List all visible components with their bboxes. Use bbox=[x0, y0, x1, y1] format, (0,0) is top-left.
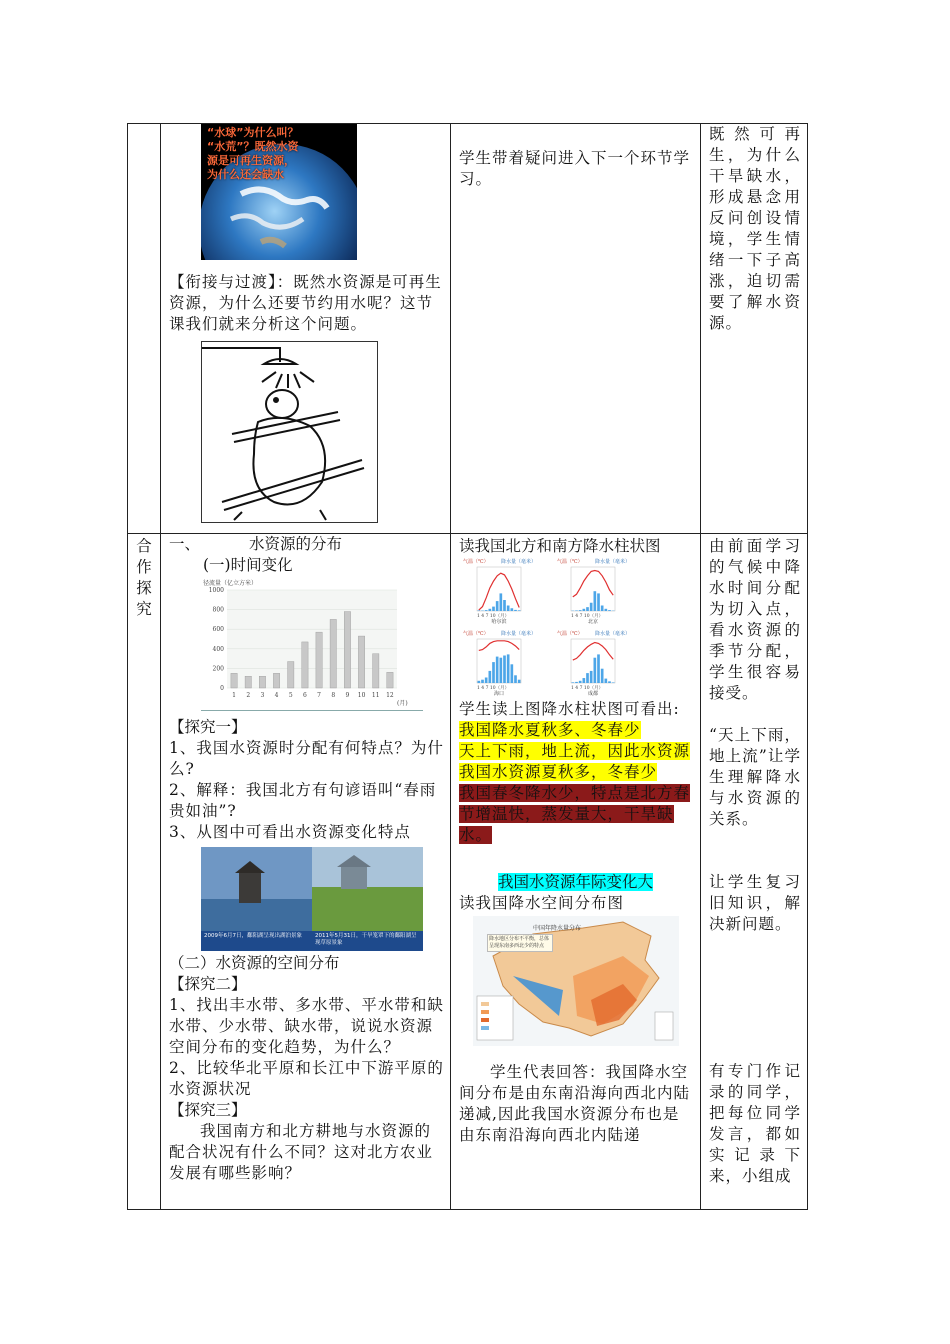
inquiry1-question3: 3、从图中可看出水资源变化特点 bbox=[169, 823, 411, 841]
student-activity-text: 学生带着疑问进入下一个环节学习。 bbox=[459, 149, 691, 188]
highlight-spring-drought: 我国春冬降水少，特点是北方春节增温快，蒸发量大，干旱缺水。 bbox=[459, 784, 691, 844]
chart-bar bbox=[288, 662, 294, 688]
climate-city-label: 海口 bbox=[493, 691, 505, 697]
climate-precip-bar bbox=[586, 607, 589, 611]
chart-bar bbox=[231, 673, 237, 688]
chart-xtick-label: 5 bbox=[288, 692, 293, 699]
precipitation-map bbox=[473, 916, 679, 1046]
inquiry3-text: 我国南方和北方耕地与水资源的配合状况有什么不同？这对北方农业发展有哪些影响？ bbox=[169, 1122, 434, 1182]
climate-precip-bar bbox=[492, 607, 495, 611]
climate-precip-bar bbox=[608, 681, 611, 683]
chart-xtick-label: 10 bbox=[357, 692, 366, 699]
lesson-plan-table bbox=[127, 123, 808, 1210]
climate-precip-bar bbox=[496, 657, 499, 683]
chart-ytick-label: 800 bbox=[212, 606, 224, 614]
intent-paragraph-2: “天上下雨，地上流”让学生理解降水与水资源的关系。 bbox=[709, 726, 801, 828]
table-row bbox=[128, 124, 808, 534]
climate-precip-bar bbox=[605, 609, 608, 611]
climate-city-label: 北京 bbox=[587, 619, 599, 625]
map-read-text: 读我国降水空间分布图 bbox=[459, 894, 625, 912]
subsection-space: （二）水资源的空间分布 bbox=[169, 954, 340, 972]
chart-xtick-label: 3 bbox=[260, 692, 265, 699]
climate-frame bbox=[571, 567, 615, 611]
chart-ytick-label: 200 bbox=[212, 665, 224, 673]
chart-xtick-label: 6 bbox=[303, 692, 307, 699]
chart-bar bbox=[387, 672, 393, 688]
chart-xtick-label: 9 bbox=[345, 692, 350, 699]
climate-temp-label: 气温（℃） bbox=[463, 559, 489, 565]
climate-conclusions bbox=[451, 720, 700, 846]
climate-precip-bar bbox=[478, 681, 481, 683]
shower-illustration bbox=[202, 342, 377, 522]
intent-paragraph-3: 让学生复习旧知识，解决新问题。 bbox=[709, 873, 801, 933]
climate-precip-bar bbox=[608, 610, 611, 611]
climate-temp-line bbox=[573, 571, 613, 597]
climate-temp-label: 气温（℃） bbox=[463, 631, 489, 637]
climate-xticks: 1 4 7 10（月） bbox=[571, 614, 604, 619]
map-title: 中国年降水量分布 bbox=[533, 925, 582, 932]
climate-precip-bar bbox=[507, 606, 510, 612]
climate-read-text: 学生读上图降水柱状图可看出: bbox=[459, 700, 680, 718]
inquiry2-question1: 1、找出丰水带、多水带、平水带和缺水带、少水带、缺水带，说说水资源空间分布的变化趋势，为什么？ bbox=[169, 996, 444, 1056]
climate-precip-bar bbox=[583, 609, 586, 611]
climate-chart bbox=[463, 630, 536, 697]
climate-precip-bar bbox=[478, 610, 481, 611]
chart-ytick-label: 0 bbox=[220, 685, 224, 692]
climate-precip-bar bbox=[503, 600, 506, 611]
climate-xticks: 1 4 7 10（月） bbox=[477, 686, 510, 691]
inquiry-two-block bbox=[161, 951, 450, 1184]
chart-bar bbox=[302, 642, 308, 688]
climate-precip-bar bbox=[575, 682, 578, 683]
climate-xticks: 1 4 7 10（月） bbox=[477, 614, 510, 619]
climate-precip-bar bbox=[601, 669, 604, 683]
climate-precip-bar bbox=[572, 682, 575, 683]
climate-precip-bar bbox=[597, 593, 600, 611]
highlight-seasonal: 我国降水夏秋多、冬春少 bbox=[459, 721, 641, 739]
chart-bar bbox=[344, 612, 350, 688]
design-intent-cell bbox=[701, 534, 808, 1210]
photo-caption-right: 2011年5月31日，干旱笼罩下的鄱阳湖呈现草原景象 bbox=[315, 933, 417, 946]
map-note: 降水地区分布不平衡，总体呈现东南多西北少的特点 bbox=[487, 934, 553, 952]
inquiry2-title: 【探究二】 bbox=[169, 975, 247, 993]
stage-cell bbox=[128, 124, 161, 534]
climate-precip-bar bbox=[575, 610, 578, 611]
runoff-chart bbox=[201, 578, 421, 708]
climate-precip-label: 降水量（毫米） bbox=[595, 559, 631, 565]
climate-precip-bar bbox=[500, 658, 503, 683]
climate-chart bbox=[463, 558, 536, 625]
chart-ytick-label: 600 bbox=[212, 626, 224, 634]
climate-precip-bar bbox=[514, 610, 517, 611]
student-answer: 学生代表回答：我国降水空间分布是由东南沿海向西北内陆递减,因此我国水资源分布也是由东南沿海向西北内陆递 bbox=[459, 1063, 691, 1144]
climate-charts bbox=[459, 557, 689, 697]
climate-charts-title: 读我国北方和南方降水柱状图 bbox=[459, 537, 661, 555]
climate-precip-bar bbox=[579, 681, 582, 683]
climate-xticks: 1 4 7 10（月） bbox=[571, 686, 604, 691]
chart-bar bbox=[330, 619, 336, 688]
chart-bar bbox=[273, 673, 279, 688]
climate-frame bbox=[571, 639, 615, 683]
stage-label: 合作探究 bbox=[136, 537, 152, 618]
inquiry3-title: 【探究三】 bbox=[169, 1101, 247, 1119]
inquiry2-question2: 2、比较华北平原和长江中下游平原的水资源状况 bbox=[169, 1059, 444, 1098]
student-activity-cell bbox=[451, 534, 701, 1210]
lake-photos bbox=[201, 847, 423, 951]
climate-precip-bar bbox=[514, 675, 517, 683]
chart-bar bbox=[358, 636, 364, 688]
chart-bar bbox=[373, 654, 379, 688]
earth-image bbox=[201, 124, 357, 260]
chart-xtick-label: 8 bbox=[331, 692, 336, 699]
chart-plot-area bbox=[227, 590, 397, 688]
climate-precip-bar bbox=[518, 610, 521, 611]
section-heading bbox=[161, 534, 450, 555]
climate-precip-bar bbox=[590, 603, 593, 611]
climate-temp-line bbox=[479, 641, 519, 651]
climate-temp-label: 气温（℃） bbox=[557, 559, 583, 565]
chart-bar bbox=[259, 676, 265, 688]
climate-precip-bar bbox=[579, 610, 582, 611]
climate-precip-bar bbox=[485, 610, 488, 611]
climate-precip-bar bbox=[481, 680, 484, 683]
inquiry-one bbox=[161, 711, 450, 843]
climate-precip-bar bbox=[496, 601, 499, 611]
climate-precip-bar bbox=[594, 658, 597, 683]
design-intent-cell bbox=[701, 124, 808, 534]
inquiry1-question2: 2、解释：我国北方有句谚语叫“春雨贵如油”? bbox=[169, 781, 437, 820]
climate-precip-bar bbox=[500, 593, 503, 611]
subsection-time: (一)时间变化 bbox=[203, 556, 293, 574]
climate-precip-bar bbox=[601, 606, 604, 612]
climate-precip-bar bbox=[492, 662, 495, 683]
climate-precip-label: 降水量（毫米） bbox=[501, 631, 537, 637]
climate-precip-bar bbox=[489, 609, 492, 611]
chart-bar bbox=[316, 632, 322, 688]
climate-precip-bar bbox=[590, 671, 593, 683]
climate-temp-line bbox=[479, 573, 519, 610]
intent-paragraph-4: 有专门作记录的同学，把每位同学发言，都如实记录下来，小组成 bbox=[709, 1062, 801, 1185]
chart-x-unit: (月) bbox=[397, 700, 408, 707]
transition-label: 【衔接与过渡】 bbox=[169, 273, 277, 291]
stage-cell bbox=[128, 534, 161, 1210]
chart-xtick-label: 11 bbox=[371, 692, 380, 699]
chart-ytick-label: 1000 bbox=[208, 587, 224, 594]
climate-precip-bar bbox=[597, 654, 600, 683]
climate-precip-bar bbox=[511, 664, 514, 683]
table-row bbox=[128, 534, 808, 1210]
earth-overlay-text: “水球”为什么叫？ “水荒”？既然水资 源是可再生资源， 为什么还会缺水 bbox=[207, 126, 299, 181]
transition-text: ：既然水资源是可再生资源，为什么还要节约用水呢？这节课我们就来分析这个问题。 bbox=[169, 273, 442, 333]
chart-ylabel: 径流量（亿立方米） bbox=[203, 580, 258, 587]
climate-precip-bar bbox=[503, 656, 506, 684]
climate-precip-bar bbox=[511, 608, 514, 611]
climate-temp-label: 气温（℃） bbox=[557, 631, 583, 637]
teacher-activity-cell bbox=[161, 534, 451, 1210]
chart-xtick-label: 7 bbox=[317, 692, 321, 699]
section-number: 一、 bbox=[169, 535, 201, 553]
climate-precip-bar bbox=[518, 680, 521, 683]
transition-paragraph bbox=[161, 270, 450, 335]
design-intent-text: 既然可再生，为什么干旱缺水，形成悬念用反问创设情境，学生情绪一下子高涨，迫切需要了解水资源。 bbox=[709, 125, 801, 332]
highlight-annual-variation: 我国水资源年际变化大 bbox=[497, 873, 653, 891]
climate-precip-bar bbox=[583, 678, 586, 683]
chart-xtick-label: 1 bbox=[232, 692, 236, 699]
chart-xtick-label: 12 bbox=[386, 692, 394, 699]
climate-precip-label: 降水量（毫米） bbox=[501, 559, 537, 565]
climate-charts-svg bbox=[459, 557, 689, 697]
climate-precip-bar bbox=[594, 591, 597, 611]
shower-cartoon bbox=[201, 341, 378, 523]
climate-precip-bar bbox=[612, 682, 615, 683]
chart-xtick-label: 2 bbox=[246, 692, 251, 699]
photo-caption-left: 2009年6月7日，鄱阳湖呈现出湖泊景象 bbox=[204, 933, 302, 939]
climate-precip-bar bbox=[485, 678, 488, 684]
chart-xtick-label: 4 bbox=[274, 692, 279, 699]
climate-precip-bar bbox=[605, 679, 608, 683]
chart-bar bbox=[245, 676, 251, 688]
climate-chart bbox=[557, 630, 630, 697]
climate-precip-bar bbox=[586, 673, 589, 683]
climate-precip-bar bbox=[507, 654, 510, 683]
climate-chart bbox=[557, 558, 630, 625]
highlight-rain-flow: 天上下雨，地上流，因此水资源我国水资源夏秋多，冬春少 bbox=[459, 742, 691, 781]
climate-precip-bar bbox=[489, 671, 492, 683]
inquiry1-question1: 1、我国水资源时分配有何特点？为什么? bbox=[169, 739, 444, 778]
climate-precip-label: 降水量（毫米） bbox=[595, 631, 631, 637]
student-activity-cell bbox=[451, 124, 701, 534]
climate-city-label: 哈尔滨 bbox=[491, 619, 507, 625]
climate-city-label: 成都 bbox=[587, 691, 599, 697]
inquiry1-title: 【探究一】 bbox=[169, 718, 247, 736]
runoff-chart-svg bbox=[201, 578, 421, 708]
section-title: 水资源的分布 bbox=[248, 535, 342, 553]
teacher-activity-cell bbox=[161, 124, 451, 534]
climate-temp-line bbox=[573, 643, 613, 661]
chart-ytick-label: 400 bbox=[212, 645, 224, 653]
intent-paragraph-1: 由前面学习的气候中降水时间分配为切入点，看水资源的季节分配，学生很容易接受。 bbox=[709, 537, 801, 702]
annual-variation-line bbox=[451, 868, 700, 893]
